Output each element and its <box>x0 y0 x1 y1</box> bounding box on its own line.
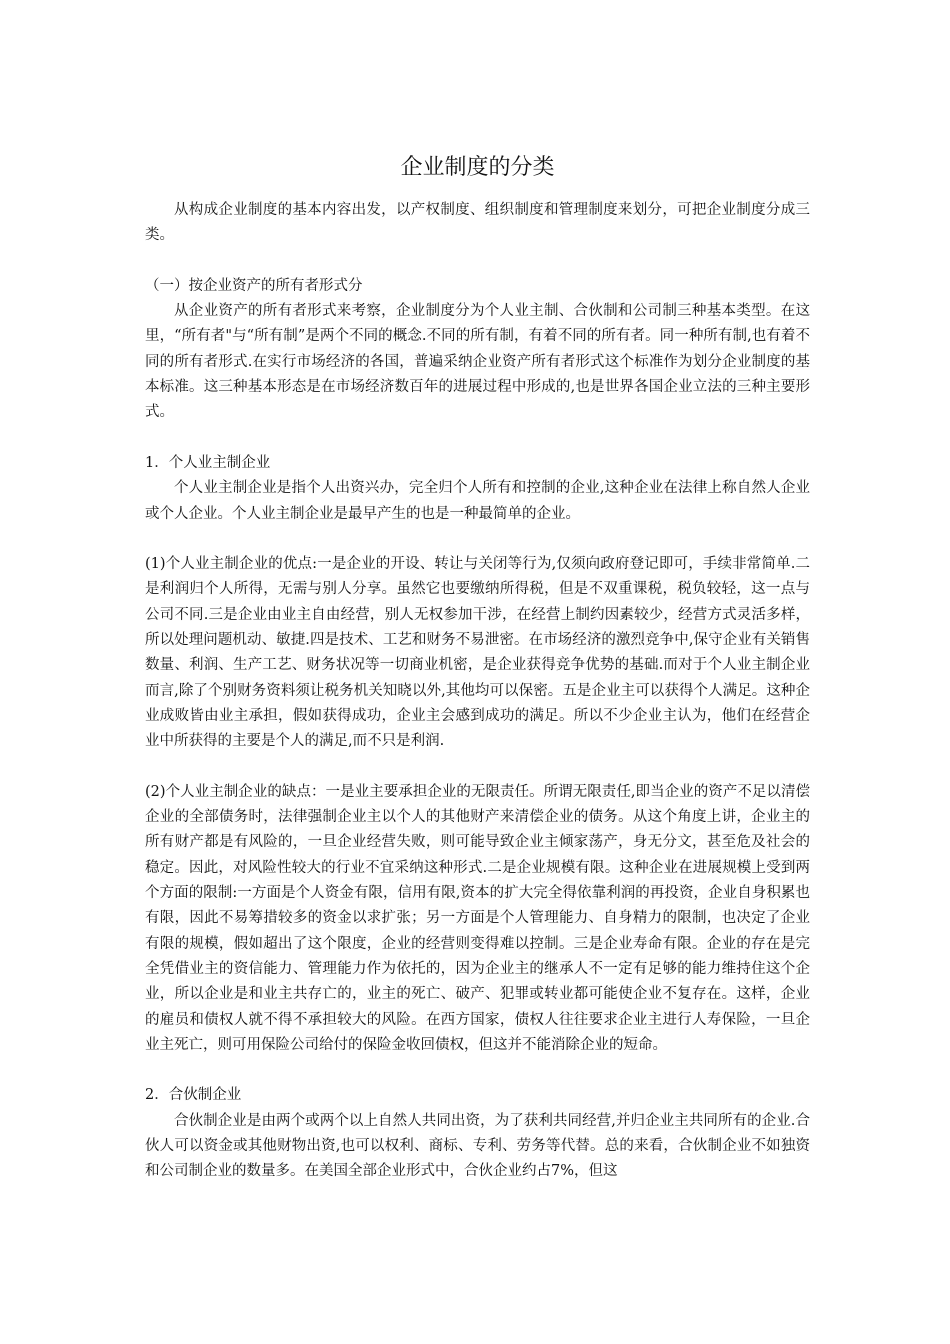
owner-form-paragraph: 从企业资产的所有者形式来考察，企业制度分为个人业主制、合伙制和公司制三种基本类型。在这里，“所有者"与“所有制”是两个不同的概念.不同的所有制，有着不同的所有者。同一种所有制,也有着不同的所有者形式.在实行市场经济的各国，普遍采纳企业资产所有者形式这个标准作为划分企业制度的基本标准。这三种基本形态是在市场经济数百年的进展过程中形成的,也是世界各国企业立法的三种主要形式。 <box>145 303 810 421</box>
sole-proprietorship-disadvantages: (2)个人业主制企业的缺点：一是业主要承担企业的无限责任。所谓无限责任,即当企业的资产不足以清偿企业的全部债务时，法律强制企业主以个人的其他财产来清偿企业的债务。从这个角度上讲，企业主的所有财产都是有风险的，一旦企业经营失败，则可能导致企业主倾家荡产，身无分文，甚至危及社会的稳定。因此，对风险性较大的行业不宜采纳这种形式.二是企业规模有限。这种企业在进展规模上受到两个方面的限制:一方面是个人资金有限，信用有限,资本的扩大完全得依靠利润的再投资，企业自身积累也有限，因此不易筹措较多的资金以求扩张；另一方面是个人管理能力、自身精力的限制，也决定了企业有限的规模，假如超出了这个限度，企业的经营则变得难以控制。三是企业寿命有限。企业的存在是完全凭借业主的资信能力、管理能力作为依托的，因为企业主的继承人不一定有足够的能力维持住这个企业，所以企业是和业主共存亡的，业主的死亡、破产、犯罪或转业都可能使企业不复存在。这样，企业的雇员和债权人就不得不承担较大的风险。在西方国家，债权人往往要求企业主进行人寿保险，一旦企业主死亡，则可用保险公司给付的保险金收回债权，但这并不能消除企业的短命。 <box>145 783 810 1053</box>
partnership-paragraph: 合伙制企业是由两个或两个以上自然人共同出资，为了获利共同经营,并归企业主共同所有的企业.合伙人可以资金或其他财物出资,也可以权利、商标、专利、劳务等代替。总的来看，合伙制企业不如独资和公司制企业的数量多。在美国全部企业形式中，合伙企业约占7%，但这 <box>145 1112 810 1180</box>
subsection-heading-partnership: 2．合伙制企业 <box>145 1087 242 1104</box>
paragraph-gap <box>145 426 810 451</box>
section-heading-owner-form: （一）按企业资产的所有者形式分 <box>145 277 363 294</box>
sole-proprietorship-advantages: (1)个人业主制企业的优点:一是企业的开设、转让与关闭等行为,仅须向政府登记即可，手续非常简单.二是利润归个人所得，无需与别人分享。虽然它也要缴纳所得税，但是不双重课税，税负较轻，这一点与公司不同.三是企业由业主自由经营，别人无权参加干涉，在经营上制约因素较少，经营方式灵活多样，所以处理问题机动、敏捷.四是技术、工艺和财务不易泄密。在市场经济的激烈竞争中,保守企业有关销售数量、利润、生产工艺、财务状况等一切商业机密，是企业获得竞争优势的基础.而对于个人业主制企业而言,除了个别财务资料须让税务机关知晓以外,其他均可以保密。五是企业主可以获得个人满足。这种企业成败皆由业主承担，假如获得成功，企业主会感到成功的满足。所以不少企业主认为，他们在经营企业中所获得的主要是个人的满足,而不只是利润. <box>145 556 810 750</box>
subsection-heading-sole-proprietorship: 1．个人业主制企业 <box>145 454 271 471</box>
paragraph-gap <box>145 527 810 552</box>
document-body <box>145 198 810 1185</box>
sole-proprietorship-paragraph: 个人业主制企业是指个人出资兴办，完全归个人所有和控制的企业,这种企业在法律上称自然人企业或个人企业。个人业主制企业是最早产生的也是一种最简单的企业。 <box>145 480 810 522</box>
page-title: 企业制度的分类 <box>400 155 555 180</box>
paragraph-gap <box>145 1058 810 1083</box>
paragraph-gap <box>145 755 810 780</box>
intro-paragraph: 从构成企业制度的基本内容出发，以产权制度、组织制度和管理制度来划分，可把企业制度分成三类。 <box>145 202 810 244</box>
paragraph-gap <box>145 249 810 274</box>
